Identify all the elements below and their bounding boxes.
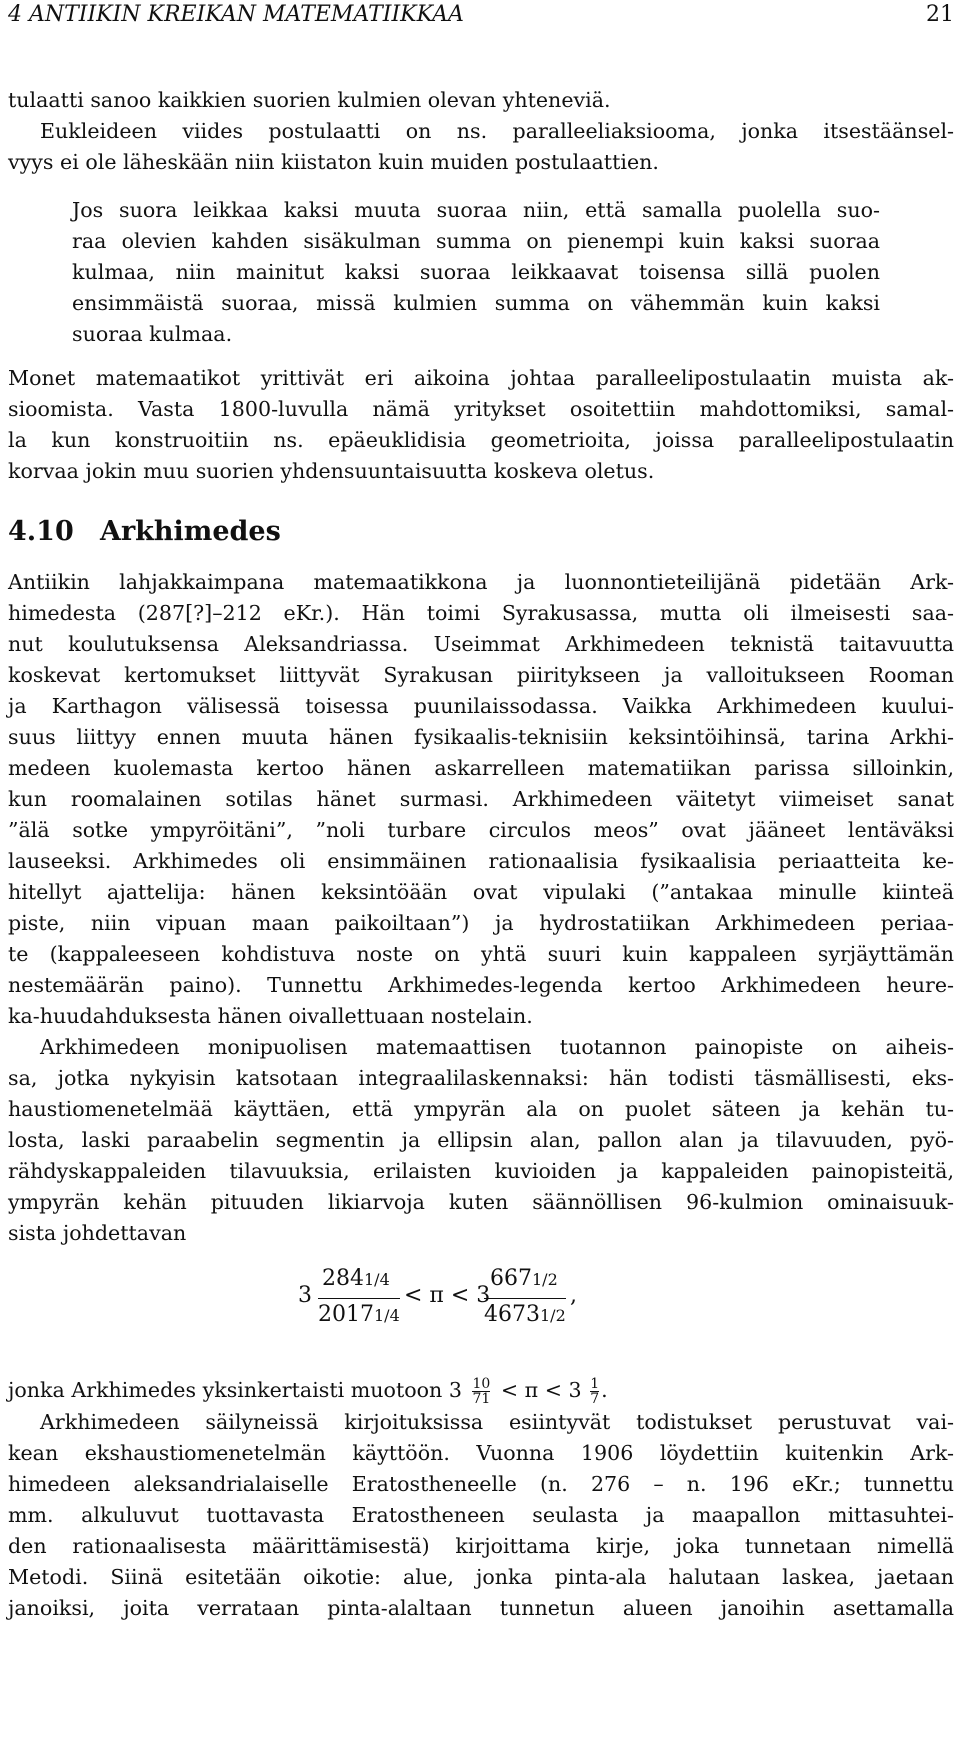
- eq-num-right: 6671/2: [490, 1266, 558, 1291]
- eq-fraction-bar-right: [484, 1298, 566, 1299]
- section-heading: [8, 512, 954, 552]
- text-line: suus liittyy ennen muuta hänen fysikaalis-teknisiin keksintöihinsä, tarina Arkhi-: [8, 725, 954, 749]
- text-line: haustiomenetelmää käyttäen, että ympyrän ala on puolet säteen ja kehän tu-: [8, 1097, 954, 1121]
- text-line: Monet matemaatikot yrittivät eri aikoina johtaa paralleelipostulaatin muista ak-: [8, 366, 954, 390]
- text-line: janoiksi, joita verrataan pinta-alaltaan tunnetun alueen janoihin asettamalla: [8, 1596, 954, 1620]
- eq-middle: < π < 3: [404, 1283, 491, 1308]
- inline-text: jonka Arkhimedes yksinkertaisti muotoon 3: [8, 1378, 462, 1402]
- text-line: ja Karthagon välisessä toisessa puunilaissodassa. Vaikka Arkhimedeen kuului-: [8, 694, 954, 718]
- text-line: nut koulutuksensa Aleksandriassa. Useimmat Arkhimedeen teknistä taitavuutta: [8, 632, 954, 656]
- text-line: tulaatti sanoo kaikkien suorien kulmien olevan yhteneviä.: [8, 88, 611, 112]
- text-line: himedesta (287[?]–212 eKr.). Hän toimi Syrakusassa, mutta oli ilmeisesti saa-: [8, 601, 954, 625]
- eq-num-left: 2841/4: [322, 1266, 390, 1291]
- text-line: kean ekshaustiomenetelmän käyttöön. Vuonna 1906 löydettiin kuitenkin Ark-: [8, 1441, 954, 1465]
- text-line: sista johdettavan: [8, 1221, 187, 1245]
- quote-line: Jos suora leikkaa kaksi muuta suoraa niin, että samalla puolella suo-: [72, 198, 880, 222]
- text-line: piste, niin vipuan maan paikoiltaan”) ja hydrostatiikan Arkhimedeen periaa-: [8, 911, 954, 935]
- section-title: Arkhimedes: [100, 516, 281, 547]
- eq-den-left: 20171/4: [318, 1302, 400, 1327]
- page-number: 21: [926, 2, 954, 27]
- quote-line: raa olevien kahden sisäkulman summa on pienempi kuin kaksi suoraa: [72, 229, 880, 253]
- text-line: sa, jotka nykyisin katsotaan integraalilaskennaksi: hän todisti täsmällisesti, eks-: [8, 1066, 954, 1090]
- text-line: vyys ei ole läheskään niin kiistaton kuin muiden postulaattien.: [8, 150, 659, 174]
- text-line: lauseeksi. Arkhimedes oli ensimmäinen rationaalisia fysikaalisia periaatteita ke-: [8, 849, 954, 873]
- inline-fraction-10-71: $\frac{10}{71}$: [472, 1376, 491, 1407]
- text-line: mm. alkuluvut tuottavasta Eratostheneen seulasta ja maapallon mittasuhtei-: [8, 1503, 954, 1527]
- text-line: Arkhimedeen säilyneissä kirjoituksissa esiintyvät todistukset perustuvat vai-: [40, 1410, 954, 1434]
- quote-line: suoraa kulmaa.: [72, 322, 233, 346]
- text-line: ka-huudahduksesta hänen oivallettuaan nostelain.: [8, 1004, 533, 1028]
- section-number: 4.10: [8, 516, 74, 547]
- text-line: losta, laski paraabelin segmentin ja ellipsin alan, pallon alan ja tilavuuden, pyö-: [8, 1128, 954, 1152]
- text-line: rähdyskappaleiden tilavuuksia, erilaisten kuvioiden ja kappaleiden painopisteitä,: [8, 1159, 954, 1183]
- inline-middle: < π < 3: [500, 1378, 582, 1402]
- text-line: hitellyt ajattelija: hänen keksintöään ovat vipulaki (”antakaa minulle kiinteä: [8, 880, 954, 904]
- eq-fraction-bar-left: [318, 1298, 400, 1299]
- text-line: himedeen aleksandrialaiselle Eratostheneelle (n. 276 – n. 196 eKr.; tunnettu: [8, 1472, 954, 1496]
- archimedes-pi-bounds-equation: [0, 1260, 960, 1340]
- text-line: medeen kuolemasta kertoo hänen askarrelleen matematiikan parissa silloinkin,: [8, 756, 954, 780]
- chapter-title: 4 ANTIIKIN KREIKAN MATEMATIIKKAA: [8, 2, 464, 27]
- quote-line: ensimmäistä suoraa, missä kulmien summa on vähemmän kuin kaksi: [72, 291, 880, 315]
- text-line: Arkhimedeen monipuolisen matemaattisen tuotannon painopiste on aiheis-: [40, 1035, 954, 1059]
- eq-trail: ,: [570, 1283, 577, 1308]
- text-line: kun roomalainen sotilas hänet surmasi. Arkhimedeen väitetyt viimeiset sanat: [8, 787, 954, 811]
- running-header: [8, 0, 954, 30]
- text-line: ”älä sotke ympyröitäni”, ”noli turbare circulos meos” ovat jääneet lentäväksi: [8, 818, 954, 842]
- quote-line: kulmaa, niin mainitut kaksi suoraa leikkaavat toisensa sillä puolen: [72, 260, 880, 284]
- text-line-inline-math: jonka Arkhimedes yksinkertaisti muotoon 3 $\frac{10}{71}$ < π < 3 $\frac{1}{7}$ .: [8, 1376, 608, 1407]
- text-line: Eukleideen viides postulaatti on ns. paralleeliaksiooma, jonka itsestäänsel-: [40, 119, 954, 143]
- text-line: koskevat kertomukset liittyvät Syrakusan piiritykseen ja valloitukseen Rooman: [8, 663, 954, 687]
- eq-lead-left: 3: [298, 1283, 312, 1308]
- text-line: korvaa jokin muu suorien yhdensuuntaisuutta koskeva oletus.: [8, 459, 655, 483]
- text-line: te (kappaleeseen kohdistuva noste on yhtä suuri kuin kappaleen syrjäyttämän: [8, 942, 954, 966]
- text-line: sioomista. Vasta 1800-luvulla nämä yritykset osoitettiin mahdottomiksi, samal-: [8, 397, 954, 421]
- text-line: Metodi. Siinä esitetään oikotie: alue, jonka pinta-ala halutaan laskea, jaetaan: [8, 1565, 954, 1589]
- text-line: nestemäärän paino). Tunnettu Arkhimedes-legenda kertoo Arkhimedeen heure-: [8, 973, 954, 997]
- inline-fraction-1-7: $\frac{1}{7}$: [590, 1376, 600, 1407]
- text-line: Antiikin lahjakkaimpana matemaatikkona ja luonnontieteilijänä pidetään Ark-: [8, 570, 954, 594]
- text-line: ympyrän kehän pituuden likiarvoja kuten säännöllisen 96-kulmion ominaisuuk-: [8, 1190, 954, 1214]
- text-line: la kun konstruoitiin ns. epäeuklidisia geometrioita, joissa paralleelipostulaatin: [8, 428, 954, 452]
- eq-den-right: 46731/2: [484, 1302, 566, 1327]
- text-line: den rationaalisesta määrittämisestä) kirjoittama kirje, joka tunnetaan nimellä: [8, 1534, 954, 1558]
